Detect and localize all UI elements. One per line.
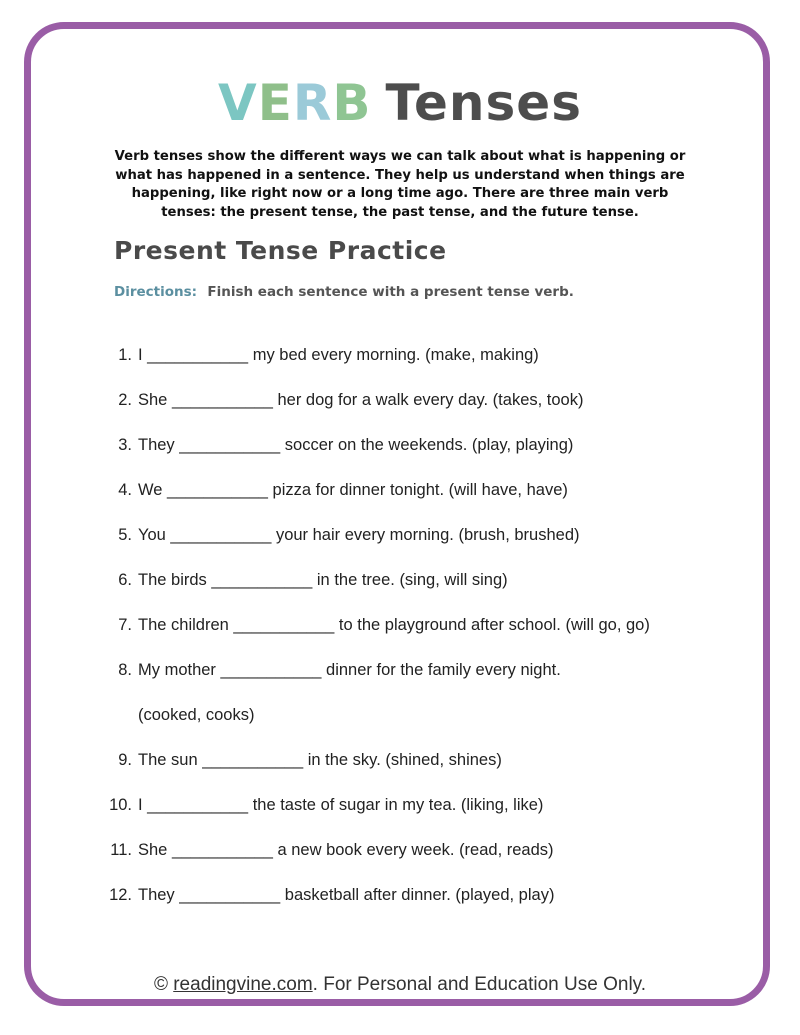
exercise-sentence: I ___________ the taste of sugar in my tea. (liking, like)	[138, 796, 544, 814]
footer-text: . For Personal and Education Use Only.	[312, 974, 647, 995]
exercise-sentence: The children ___________ to the playground after school. (will go, go)	[138, 616, 650, 634]
exercise-number: 2.	[118, 391, 132, 409]
exercise-sentence: We ___________ pizza for dinner tonight. (will have, have)	[138, 481, 568, 499]
directions	[114, 284, 574, 300]
copyright-symbol: ©	[153, 974, 168, 995]
title-letter-r: R	[292, 74, 333, 132]
exercise-number: 7.	[118, 616, 132, 634]
exercise-item	[100, 475, 650, 520]
exercise-item	[100, 430, 650, 475]
exercise-number: 11.	[110, 841, 132, 859]
exercise-sentence: The birds ___________ in the tree. (sing, will sing)	[138, 571, 508, 589]
section-title: Present Tense Practice	[114, 236, 447, 265]
exercise-number: 10.	[109, 796, 132, 814]
directions-text: Finish each sentence with a present tense verb.	[207, 284, 574, 300]
intro-paragraph: Verb tenses show the different ways we can talk about what is happening or what has happened in a sentence. They help us understand when things are happening, like right now or a long time ago. There are three main verb tenses: the present tense, the past tense, and the future tense.	[114, 149, 686, 220]
exercise-number: 5.	[118, 526, 132, 544]
exercise-item	[100, 565, 650, 610]
exercise-item	[100, 340, 650, 385]
exercise-sentence: She ___________ a new book every week. (read, reads)	[138, 841, 554, 859]
exercise-list	[100, 340, 650, 925]
exercise-sentence: They ___________ basketball after dinner. (played, play)	[138, 886, 555, 904]
exercise-sentence: My mother ___________ dinner for the family every night.	[138, 661, 561, 679]
exercise-item	[100, 745, 650, 790]
exercise-number: 9.	[118, 751, 132, 769]
exercise-number: 1.	[118, 346, 132, 364]
footer-link[interactable]: readingvine.com	[173, 974, 313, 995]
exercise-number: 12.	[109, 886, 132, 904]
exercise-sentence: They ___________ soccer on the weekends. (play, playing)	[138, 436, 574, 454]
footer	[0, 974, 800, 996]
exercise-item	[100, 790, 650, 835]
page-title	[0, 68, 800, 138]
exercise-item	[100, 610, 650, 655]
exercise-sentence: You ___________ your hair every morning. (brush, brushed)	[138, 526, 580, 544]
exercise-item	[100, 520, 650, 565]
exercise-number: 4.	[118, 481, 132, 499]
exercise-number: 3.	[118, 436, 132, 454]
exercise-sentence: The sun ___________ in the sky. (shined, shines)	[138, 751, 502, 769]
exercise-item	[100, 835, 650, 880]
directions-label: Directions:	[114, 284, 198, 300]
exercise-sentence: (cooked, cooks)	[138, 706, 255, 724]
exercise-number: 6.	[118, 571, 132, 589]
title-letter-e: E	[257, 74, 293, 132]
exercise-item	[100, 655, 650, 700]
exercise-sentence: She ___________ her dog for a walk every day. (takes, took)	[138, 391, 584, 409]
exercise-sentence: I ___________ my bed every morning. (make, making)	[138, 346, 539, 364]
title-verb	[218, 74, 372, 132]
exercise-item	[100, 700, 650, 745]
title-letter-v: V	[218, 74, 258, 132]
title-letter-b: B	[332, 74, 372, 132]
exercise-number: 8.	[118, 661, 132, 679]
title-tenses: Tenses	[385, 74, 582, 132]
exercise-item	[100, 385, 650, 430]
exercise-item	[100, 880, 650, 925]
